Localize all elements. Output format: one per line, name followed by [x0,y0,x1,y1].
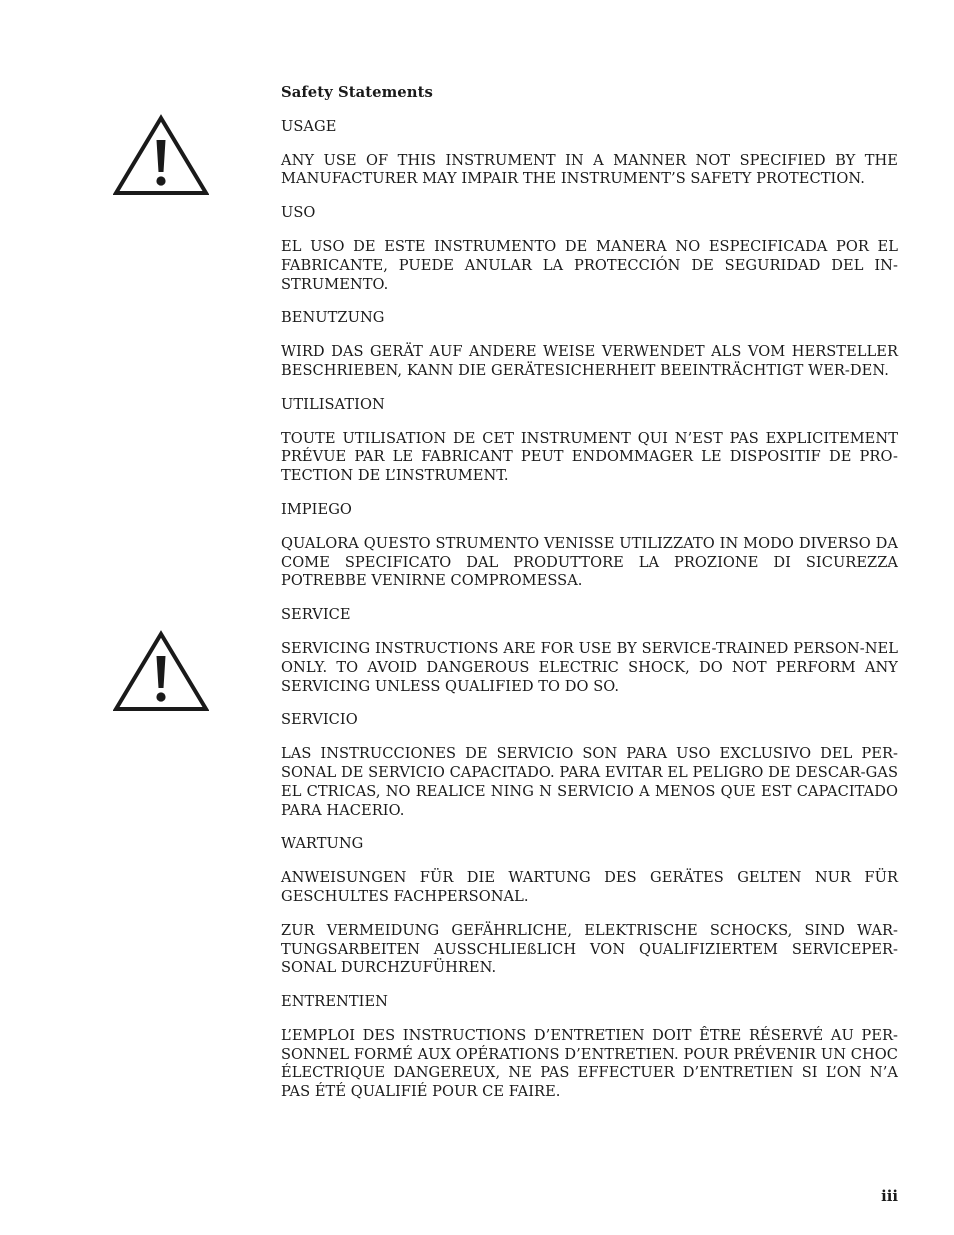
safety-statements-content [281,84,898,1117]
section-paragraph: L’EMPLOI DES INSTRUCTIONS D’ENTRETIEN DOIT ÊTRE RÉSERVÉ AU PER-SONNEL FORMÉ AUX OPÉRATIONS D’ENTRETIEN. POUR PRÉVENIR UN CHOC ÉLECTRIQUE DANGEREUX, NE PAS EFFECTUER D’ENTRETIEN SI L’ON N’A PAS ÉTÉ QUALIFIÉ POUR CE FAIRE. [281,1026,898,1101]
section-benutzung [281,309,898,380]
section-wartung [281,835,898,978]
section-paragraph: ANY USE OF THIS INSTRUMENT IN A MANNER NOT SPECIFIED BY THE MANUFACTURER MAY IMPAIR THE INSTRUMENT’S SAFETY PROTECTION. [281,151,898,188]
page-number: iii [881,1188,898,1205]
section-paragraph: ANWEISUNGEN FÜR DIE WARTUNG DES GERÄTES GELTEN NUR FÜR GESCHULTES FACHPERSONAL. [281,869,898,905]
section-heading: UTILISATION [281,395,385,413]
section-service [281,606,898,696]
section-heading: USAGE [281,117,337,135]
section-heading: SERVICIO [281,711,358,729]
section-heading: WARTUNG [281,835,364,853]
section-paragraph: LAS INSTRUCCIONES DE SERVICIO SON PARA USO EXCLUSIVO DEL PER-SONAL DE SERVICIO CAPACITADO. PARA EVITAR EL PELIGRO DE DESCAR-GAS EL CTRICAS, NO REALICE NING N SERVICIO A MENOS QUE EST CAPACITADO PARA HACERIO. [281,745,898,819]
section-paragraph: EL USO DE ESTE INSTRUMENTO DE MANERA NO ESPECIFICADA POR EL FABRICANTE, PUEDE ANULAR LA PROTECCIÓN DE SEGURIDAD DEL IN-STRUMENTO. [281,237,898,293]
section-heading: BENUTZUNG [281,309,385,327]
section-entrentien [281,993,898,1102]
section-utilisation [281,396,898,486]
section-usage [281,118,898,189]
section-paragraph: WIRD DAS GERÄT AUF ANDERE WEISE VERWENDET ALS VOM HERSTELLER BESCHRIEBEN, KANN DIE GERÄTESICHERHEIT BEEINTRÄCHTIGT WER-DEN. [281,343,898,379]
section-title: Safety Statements [281,84,433,101]
section-servicio [281,711,898,820]
section-heading: IMPIEGO [281,500,352,518]
warning-triangle-icon [113,114,209,196]
section-paragraph: TOUTE UTILISATION DE CET INSTRUMENT QUI N’EST PAS EXPLICITEMENT PRÉVUE PAR LE FABRICANT PEUT ENDOMMAGER LE DISPOSITIF DE PRO-TECTION DE L’INSTRUMENT. [281,429,898,485]
section-paragraph: ZUR VERMEIDUNG GEFÄHRLICHE, ELEKTRISCHE SCHOCKS, SIND WAR-TUNGSARBEITEN AUSSCHLIEßLICH VON QUALIFIZIERTEM SERVICEPER-SONAL DURCHZUFÜHREN. [281,921,898,977]
section-heading: ENTRENTIEN [281,993,388,1011]
section-paragraph: SERVICING INSTRUCTIONS ARE FOR USE BY SERVICE-TRAINED PERSON-NEL ONLY. TO AVOID DANGEROUS ELECTRIC SHOCK, DO NOT PERFORM ANY SERVICING UNLESS QUALIFIED TO DO SO. [281,639,898,695]
section-impiego [281,501,898,591]
section-paragraph: QUALORA QUESTO STRUMENTO VENISSE UTILIZZATO IN MODO DIVERSO DA COME SPECIFICATO DAL PRODUTTORE LA PROZIONE DI SICUREZZA POTREBBE VENIRNE COMPROMESSA. [281,534,898,590]
warning-triangle-icon [113,630,209,712]
section-heading: SERVICE [281,606,351,624]
section-uso [281,204,898,294]
section-heading: USO [281,204,316,222]
